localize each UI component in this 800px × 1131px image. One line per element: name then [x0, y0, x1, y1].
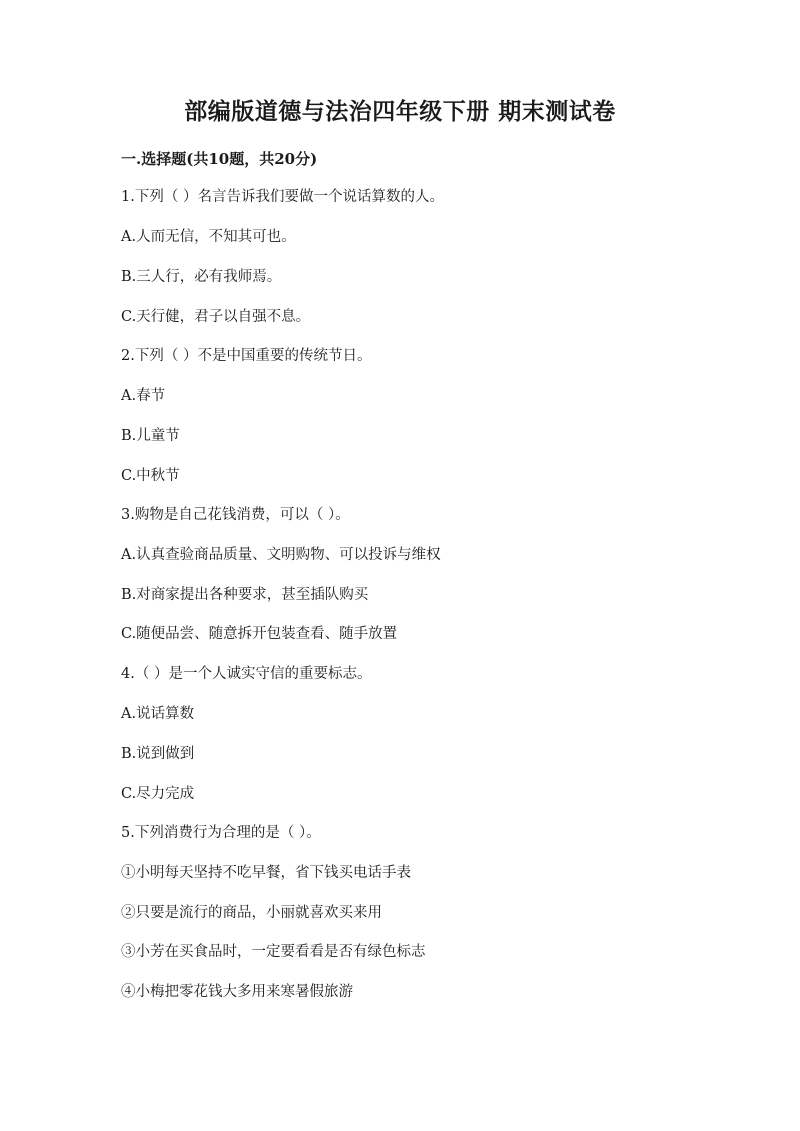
- question-1-stem: 1.下列（ ）名言告诉我们要做一个说话算数的人。: [121, 189, 444, 205]
- question-2-option-c: C.中秋节: [121, 468, 180, 484]
- question-4-stem: 4.（ ）是一个人诚实守信的重要标志。: [121, 666, 372, 682]
- question-3-option-b: B.对商家提出各种要求，甚至插队购买: [121, 587, 369, 603]
- question-1-option-b: B.三人行，必有我师焉。: [121, 269, 282, 285]
- question-5-stem: 5.下列消费行为合理的是（ ）。: [121, 825, 321, 841]
- question-5-item-1: ①小明每天坚持不吃早餐，省下钱买电话手表: [121, 865, 411, 881]
- question-3-stem: 3.购物是自己花钱消费，可以（ ）。: [121, 507, 350, 523]
- question-3-option-a: A.认真查验商品质量、文明购物、可以投诉与维权: [121, 547, 441, 563]
- question-4-option-b: B.说到做到: [121, 746, 195, 762]
- question-3-option-c: C.随便品尝、随意拆开包装查看、随手放置: [121, 626, 398, 642]
- question-5-item-3: ③小芳在买食品时，一定要看看是否有绿色标志: [121, 944, 426, 960]
- page-title: 部编版道德与法治四年级下册 期末测试卷: [184, 98, 616, 125]
- question-2-option-a: A.春节: [121, 388, 166, 404]
- question-2-stem: 2.下列（ ）不是中国重要的传统节日。: [121, 348, 372, 364]
- question-4-option-a: A.说话算数: [121, 706, 195, 722]
- question-4-option-c: C.尽力完成: [121, 786, 195, 802]
- question-1-option-c: C.天行健，君子以自强不息。: [121, 309, 311, 325]
- question-5-item-2: ②只要是流行的商品，小丽就喜欢买来用: [121, 905, 382, 921]
- question-1-option-a: A.人而无信，不知其可也。: [121, 229, 296, 245]
- question-5-item-4: ④小梅把零花钱大多用来寒暑假旅游: [121, 984, 353, 1000]
- question-2-option-b: B.儿童节: [121, 428, 180, 444]
- section-heading: 一.选择题(共10题，共20分): [121, 150, 318, 168]
